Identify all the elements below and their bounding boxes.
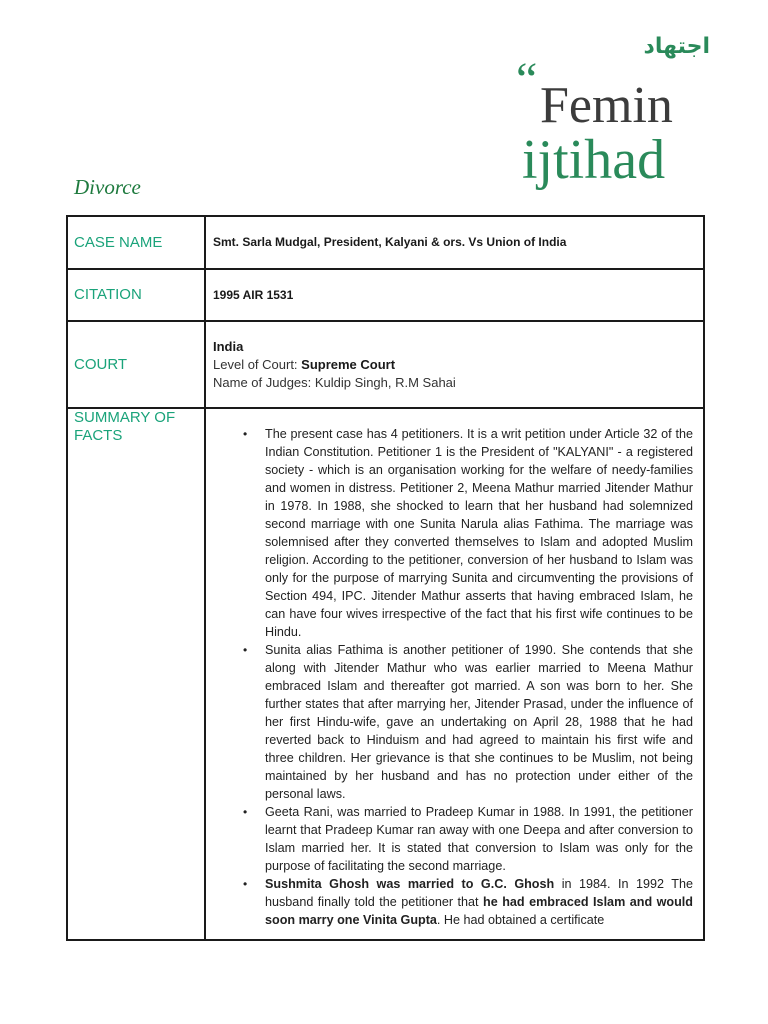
fact-text: The present case has 4 petitioners. It is a writ petition under Article 32 of the Indian Constitution. Petitioner 1 is the President of "KALYANI" - a registered society - which is an organisation working for the welfare of needy-families and women in distress. Petitioner 2, Meena Mathur married Jitender Mathur in 1978. In 1988, she shocked to learn that her husband had solemnized second marriage with one Sunita Narula alias Fathima. The marriage was solemnised after they converted themselves to Islam and adopted Muslim religion. According to the petitioner, conversion of her husband to Islam was only for the purpose of marrying Sunita and circumventing the provisions of Section 494, IPC. Jitender Mathur asserts that having embraced Islam, he can have four wives irrespective of the fact that his first wife continues to be Hindu.	[265, 427, 693, 639]
case-name-row	[67, 216, 704, 269]
fact-text-bold: Sushmita Ghosh was married to G.C. Ghosh	[265, 877, 555, 891]
fact-text: Geeta Rani, was married to Pradeep Kumar in 1988. In 1991, the petitioner learnt that Pradeep Kumar ran away with one Deepa and after conversion to Islam married her. It is stated that conversion to Islam was only for the purpose of facilitating the second marriage.	[265, 805, 693, 873]
fact-item	[243, 803, 693, 875]
summary-row	[67, 408, 704, 940]
court-judges: Name of Judges: Kuldip Singh, R.M Sahai	[213, 375, 456, 390]
court-value	[205, 321, 704, 408]
fact-text: Sunita alias Fathima is another petitioner of 1990. She contends that she along with Jitender Mathur who was earlier married to Meena Mathur embraced Islam and thereafter got married. A son was born to her. She further states that after marrying her, Jitender Prasad, under the influence of her first Hindu-wife, gave an undertaking on April 28, 1988 that he had reverted back to Hinduism and had agreed to maintain his first wife and three children. Her grievance is that she continues to be Muslim, not being maintained by her husband and has no protection under either of the personal laws.	[265, 643, 693, 801]
fact-item	[243, 875, 693, 929]
court-row	[67, 321, 704, 408]
case-details-table	[66, 215, 705, 941]
summary-of-facts-value	[205, 408, 704, 940]
case-name-label: CASE NAME	[67, 216, 205, 269]
case-name-value: Smt. Sarla Mudgal, President, Kalyani & ors. Vs Union of India	[205, 216, 704, 269]
logo-quote-mark: “	[516, 53, 538, 106]
citation-row	[67, 269, 704, 321]
bullet-icon: •	[243, 427, 248, 441]
court-level	[213, 356, 696, 374]
bullet-icon: •	[243, 643, 248, 657]
court-level-prefix: Level of Court:	[213, 357, 302, 372]
fact-text: in 1984. In 1992 The husband finally told the petitioner that	[265, 877, 693, 909]
fact-item	[243, 641, 693, 803]
bullet-icon: •	[243, 805, 248, 819]
citation-value: 1995 AIR 1531	[205, 269, 704, 321]
fact-text-bold: he had embraced Islam and would soon marry one Vinita Gupta	[265, 895, 693, 927]
citation-label: CITATION	[67, 269, 205, 321]
fact-item	[243, 425, 693, 641]
logo-arabic-text: اجتهاد	[643, 34, 710, 59]
court-country: India	[213, 339, 244, 354]
logo-word-femin: Femin	[540, 77, 673, 134]
femin-ijtihad-logo	[516, 34, 716, 191]
fact-text: . He had obtained a certificate	[436, 913, 605, 927]
logo-word-ijtihad: ijtihad	[522, 129, 666, 191]
bullet-icon: •	[243, 877, 248, 891]
facts-list	[213, 425, 696, 929]
document-title: Divorce	[74, 175, 141, 199]
court-level-value: Supreme Court	[301, 357, 396, 372]
court-label: COURT	[67, 321, 205, 408]
summary-of-facts-label: SUMMARY OF FACTS	[67, 408, 205, 940]
